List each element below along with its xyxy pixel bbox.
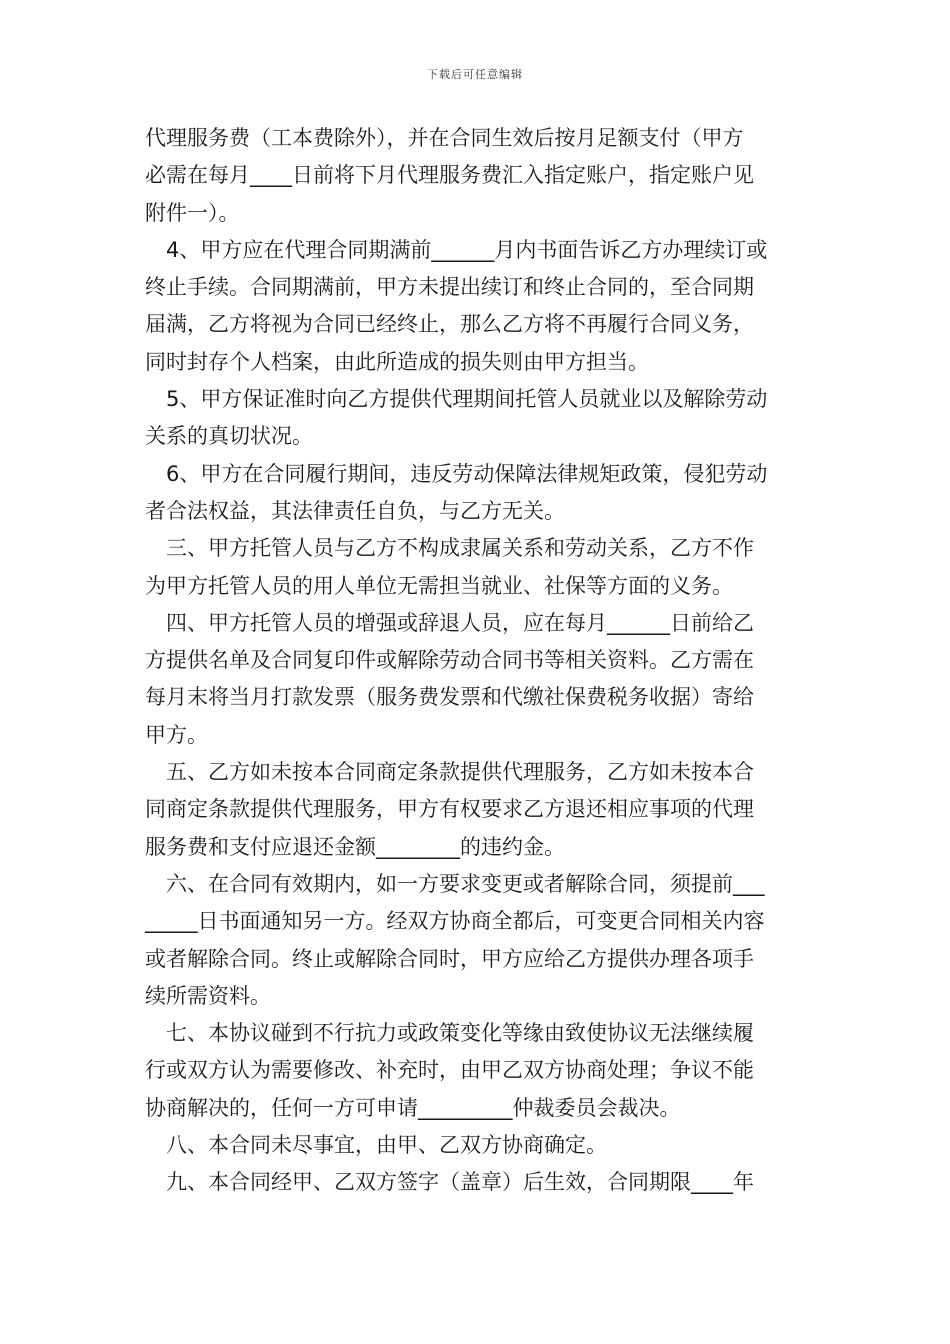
text-line: 八、本合同未尽事宜，由甲、乙双方协商确定。	[145, 1133, 607, 1158]
text-line: 附件一）。	[145, 200, 240, 225]
text-line: 七、本协议碰到不行抗力或政策变化等缘由致使协议无法继续履	[145, 1021, 754, 1046]
text-line: 或者解除合同。终止或解除合同时，甲方应给乙方提供办理各项手	[145, 946, 754, 971]
contract-body	[145, 120, 825, 1202]
text-line: 每月末将当月打款发票（服务费发票和代缴社保费税务收据）寄给	[145, 685, 754, 710]
text-line: 届满，乙方将视为合同已经终止，那么乙方将不再履行合同义务，	[145, 312, 754, 337]
text-line: 必需在每月____日前将下月代理服务费汇入指定账户，指定账户见	[145, 163, 754, 188]
text-line: 方提供名单及合同复印件或解除劳动合同书等相关资料。乙方需在	[145, 648, 754, 673]
text-line: 协商解决的，任何一方可申请_________仲裁委员会裁决。	[145, 1095, 681, 1120]
page-header: 下载后可任意编辑	[427, 68, 523, 81]
text-line: 为甲方托管人员的用人单位无需担当就业、社保等方面的义务。	[145, 573, 733, 598]
text-line: 5、甲方保证准时向乙方提供代理期间托管人员就业以及解除劳动	[145, 387, 768, 412]
text-line: 三、甲方托管人员与乙方不构成隶属关系和劳动关系，乙方不作	[145, 536, 754, 561]
text-line: 五、乙方如未按本合同商定条款提供代理服务，乙方如未按本合	[145, 760, 754, 785]
text-line: 四、甲方托管人员的增强或辞退人员，应在每月______日前给乙	[145, 610, 754, 635]
text-line: _____日书面通知另一方。经双方协商全都后，可变更合同相关内容	[145, 909, 765, 934]
text-line: 者合法权益，其法律责任自负，与乙方无关。	[145, 498, 565, 523]
text-line: 甲方。	[145, 722, 208, 747]
text-line: 续所需资料。	[145, 983, 271, 1008]
text-line: 同商定条款提供代理服务，甲方有权要求乙方退还相应事项的代理	[145, 797, 754, 822]
text-line: 6、甲方在合同履行期间，违反劳动保障法律规矩政策，侵犯劳动	[145, 461, 768, 486]
text-line: 行或双方认为需要修改、补充时，由甲乙双方协商处理；争议不能	[145, 1058, 754, 1083]
text-line: 4、甲方应在代理合同期满前______月内书面告诉乙方办理续订或	[145, 237, 768, 262]
text-line: 关系的真切状况。	[145, 424, 313, 449]
text-line: 同时封存个人档案，由此所造成的损失则由甲方担当。	[145, 349, 649, 374]
text-line: 服务费和支付应退还金额________的违约金。	[145, 834, 565, 859]
text-line: 六、在合同有效期内，如一方要求变更或者解除合同，须提前___	[145, 871, 765, 896]
text-line: 代理服务费（工本费除外），并在合同生效后按月足额支付（甲方	[145, 126, 744, 150]
text-line: 终止手续。合同期满前，甲方未提出续订和终止合同的，至合同期	[145, 275, 754, 300]
text-line: 九、本合同经甲、乙双方签字（盖章）后生效，合同期限____年	[145, 1170, 754, 1195]
